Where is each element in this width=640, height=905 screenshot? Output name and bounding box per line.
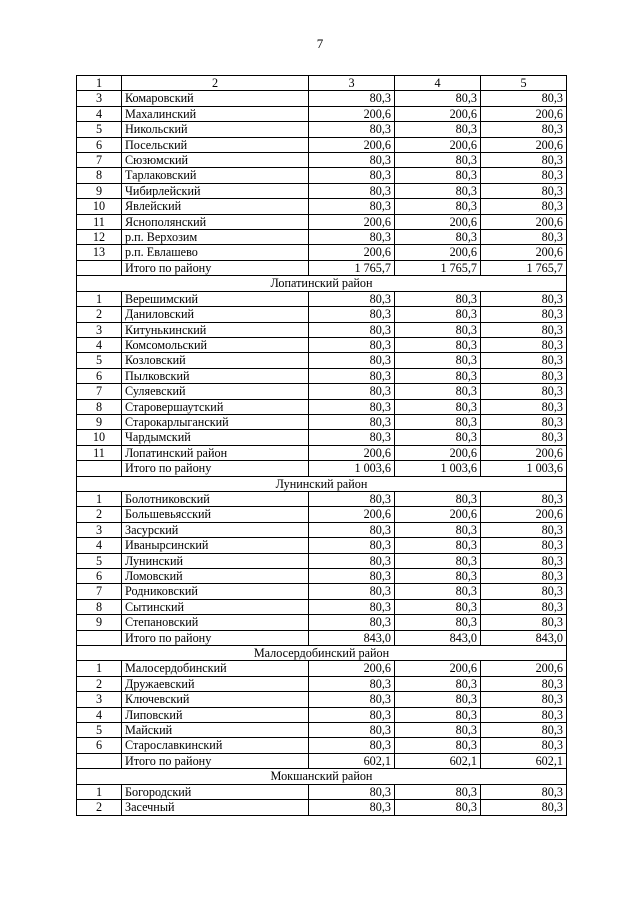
table-row (77, 106, 567, 121)
settlement-name: Старокарлыганский (122, 414, 309, 429)
value-column-3: 80,3 (309, 337, 395, 352)
value-column-4: 80,3 (395, 599, 481, 614)
settlement-name: Чардымский (122, 430, 309, 445)
settlement-name: Степановский (122, 615, 309, 630)
settlement-name: Лунинский (122, 553, 309, 568)
value-column-5: 80,3 (481, 230, 567, 245)
row-number: 13 (77, 245, 122, 260)
row-number: 1 (77, 784, 122, 799)
row-number (77, 461, 122, 476)
value-column-4: 80,3 (395, 153, 481, 168)
value-column-4: 200,6 (395, 661, 481, 676)
value-column-3: 80,3 (309, 183, 395, 198)
value-column-3: 1 765,7 (309, 260, 395, 275)
settlement-name: Болотниковский (122, 491, 309, 506)
row-number: 6 (77, 738, 122, 753)
table-body (77, 76, 567, 816)
value-column-5: 80,3 (481, 584, 567, 599)
table-row (77, 692, 567, 707)
section-row (77, 646, 567, 661)
settlement-name: Итого по району (122, 753, 309, 768)
row-number: 5 (77, 122, 122, 137)
column-header-5: 5 (481, 76, 567, 91)
value-column-4: 1 003,6 (395, 461, 481, 476)
value-column-5: 80,3 (481, 307, 567, 322)
value-column-3: 80,3 (309, 322, 395, 337)
settlement-name: Явлейский (122, 199, 309, 214)
value-column-4: 80,3 (395, 414, 481, 429)
value-column-3: 1 003,6 (309, 461, 395, 476)
section-title: Лунинский район (77, 476, 567, 491)
row-number: 3 (77, 522, 122, 537)
table-row (77, 245, 567, 260)
row-number: 3 (77, 692, 122, 707)
section-title: Мокшанский район (77, 769, 567, 784)
value-column-5: 80,3 (481, 399, 567, 414)
settlement-name: Никольский (122, 122, 309, 137)
value-column-5: 80,3 (481, 168, 567, 183)
value-column-4: 80,3 (395, 553, 481, 568)
value-column-5: 80,3 (481, 199, 567, 214)
table-row (77, 337, 567, 352)
value-column-5: 80,3 (481, 183, 567, 198)
value-column-3: 80,3 (309, 353, 395, 368)
value-column-5: 200,6 (481, 661, 567, 676)
value-column-3: 80,3 (309, 307, 395, 322)
value-column-5: 200,6 (481, 137, 567, 152)
value-column-4: 80,3 (395, 337, 481, 352)
settlement-name: Итого по району (122, 630, 309, 645)
section-row (77, 769, 567, 784)
value-column-4: 80,3 (395, 368, 481, 383)
settlement-name: Верешимский (122, 291, 309, 306)
settlement-name: Малосердобинский (122, 661, 309, 676)
settlement-name: Яснополянский (122, 214, 309, 229)
value-column-4: 200,6 (395, 507, 481, 522)
value-column-4: 80,3 (395, 522, 481, 537)
row-number (77, 630, 122, 645)
value-column-5: 200,6 (481, 445, 567, 460)
table-row (77, 445, 567, 460)
settlement-name: Итого по району (122, 260, 309, 275)
settlement-name: р.п. Евлашево (122, 245, 309, 260)
table-row (77, 199, 567, 214)
table-row (77, 676, 567, 691)
value-column-4: 80,3 (395, 384, 481, 399)
table-row (77, 168, 567, 183)
value-column-5: 602,1 (481, 753, 567, 768)
row-number: 10 (77, 199, 122, 214)
value-column-3: 843,0 (309, 630, 395, 645)
value-column-3: 80,3 (309, 676, 395, 691)
value-column-5: 80,3 (481, 569, 567, 584)
value-column-3: 80,3 (309, 599, 395, 614)
value-column-5: 80,3 (481, 122, 567, 137)
table-row (77, 522, 567, 537)
row-number: 6 (77, 569, 122, 584)
value-column-5: 843,0 (481, 630, 567, 645)
value-column-4: 80,3 (395, 91, 481, 106)
row-number: 7 (77, 384, 122, 399)
value-column-5: 80,3 (481, 723, 567, 738)
table-row (77, 384, 567, 399)
settlement-name: Чибирлейский (122, 183, 309, 198)
total-row (77, 753, 567, 768)
value-column-4: 200,6 (395, 245, 481, 260)
table-row (77, 353, 567, 368)
value-column-5: 80,3 (481, 322, 567, 337)
section-title: Лопатинский район (77, 276, 567, 291)
table-row (77, 707, 567, 722)
row-number: 10 (77, 430, 122, 445)
table-row (77, 738, 567, 753)
value-column-3: 80,3 (309, 738, 395, 753)
row-number: 8 (77, 399, 122, 414)
row-number: 4 (77, 106, 122, 121)
value-column-4: 843,0 (395, 630, 481, 645)
value-column-4: 80,3 (395, 399, 481, 414)
value-column-4: 80,3 (395, 353, 481, 368)
table-row (77, 307, 567, 322)
row-number: 1 (77, 661, 122, 676)
value-column-3: 80,3 (309, 122, 395, 137)
row-number: 1 (77, 491, 122, 506)
value-column-4: 80,3 (395, 307, 481, 322)
value-column-3: 602,1 (309, 753, 395, 768)
value-column-3: 80,3 (309, 800, 395, 815)
value-column-4: 80,3 (395, 322, 481, 337)
value-column-3: 80,3 (309, 414, 395, 429)
value-column-3: 80,3 (309, 707, 395, 722)
value-column-4: 80,3 (395, 230, 481, 245)
row-number: 5 (77, 353, 122, 368)
value-column-3: 80,3 (309, 368, 395, 383)
total-row (77, 630, 567, 645)
row-number: 5 (77, 553, 122, 568)
value-column-5: 80,3 (481, 738, 567, 753)
section-row (77, 476, 567, 491)
row-number: 7 (77, 153, 122, 168)
settlement-name: Комаровский (122, 91, 309, 106)
value-column-4: 200,6 (395, 445, 481, 460)
row-number: 6 (77, 368, 122, 383)
value-column-5: 80,3 (481, 430, 567, 445)
settlement-name: Старовершаутский (122, 399, 309, 414)
value-column-4: 80,3 (395, 738, 481, 753)
table-row (77, 507, 567, 522)
settlement-name: Родниковский (122, 584, 309, 599)
value-column-4: 80,3 (395, 122, 481, 137)
value-column-5: 80,3 (481, 553, 567, 568)
row-number: 11 (77, 214, 122, 229)
value-column-3: 80,3 (309, 538, 395, 553)
value-column-3: 80,3 (309, 522, 395, 537)
table-row (77, 183, 567, 198)
column-header-4: 4 (395, 76, 481, 91)
section-title: Малосердобинский район (77, 646, 567, 661)
settlement-name: Старославкинский (122, 738, 309, 753)
value-column-5: 200,6 (481, 214, 567, 229)
table-row (77, 291, 567, 306)
value-column-3: 200,6 (309, 137, 395, 152)
section-row (77, 276, 567, 291)
value-column-5: 1 765,7 (481, 260, 567, 275)
value-column-5: 200,6 (481, 106, 567, 121)
row-number: 9 (77, 183, 122, 198)
value-column-4: 80,3 (395, 692, 481, 707)
value-column-5: 80,3 (481, 153, 567, 168)
value-column-3: 80,3 (309, 230, 395, 245)
row-number (77, 753, 122, 768)
settlement-name: Сытинский (122, 599, 309, 614)
value-column-4: 80,3 (395, 723, 481, 738)
value-column-5: 80,3 (481, 384, 567, 399)
settlement-name: Богородский (122, 784, 309, 799)
settlement-name: Ключевский (122, 692, 309, 707)
table-row (77, 615, 567, 630)
row-number: 1 (77, 291, 122, 306)
table-row (77, 153, 567, 168)
value-column-4: 80,3 (395, 491, 481, 506)
column-header-3: 3 (309, 76, 395, 91)
value-column-5: 80,3 (481, 784, 567, 799)
value-column-5: 80,3 (481, 615, 567, 630)
column-header-1: 1 (77, 76, 122, 91)
value-column-3: 80,3 (309, 384, 395, 399)
table-row (77, 91, 567, 106)
value-column-5: 80,3 (481, 353, 567, 368)
settlement-name: Пылковский (122, 368, 309, 383)
table-row (77, 584, 567, 599)
value-column-4: 80,3 (395, 168, 481, 183)
row-number: 3 (77, 91, 122, 106)
total-row (77, 461, 567, 476)
value-column-4: 200,6 (395, 214, 481, 229)
value-column-4: 80,3 (395, 784, 481, 799)
settlement-name: Дружаевский (122, 676, 309, 691)
value-column-4: 80,3 (395, 707, 481, 722)
value-column-3: 80,3 (309, 168, 395, 183)
row-number: 5 (77, 723, 122, 738)
table-row (77, 230, 567, 245)
value-column-5: 80,3 (481, 800, 567, 815)
table-row (77, 122, 567, 137)
settlement-name: Посельский (122, 137, 309, 152)
row-number: 3 (77, 322, 122, 337)
table-row (77, 569, 567, 584)
settlement-name: Даниловский (122, 307, 309, 322)
value-column-4: 80,3 (395, 615, 481, 630)
settlement-name: Иванырсинский (122, 538, 309, 553)
table-row (77, 430, 567, 445)
value-column-3: 80,3 (309, 91, 395, 106)
value-column-5: 80,3 (481, 522, 567, 537)
table-row (77, 322, 567, 337)
value-column-3: 80,3 (309, 491, 395, 506)
value-column-5: 80,3 (481, 368, 567, 383)
value-column-3: 80,3 (309, 615, 395, 630)
row-number: 8 (77, 168, 122, 183)
settlement-name: р.п. Верхозим (122, 230, 309, 245)
row-number: 2 (77, 676, 122, 691)
page-number: 7 (316, 36, 324, 51)
value-column-4: 1 765,7 (395, 260, 481, 275)
value-column-3: 200,6 (309, 445, 395, 460)
value-column-5: 1 003,6 (481, 461, 567, 476)
column-header-2: 2 (122, 76, 309, 91)
row-number: 9 (77, 615, 122, 630)
row-number: 2 (77, 800, 122, 815)
table-row (77, 214, 567, 229)
value-column-4: 80,3 (395, 538, 481, 553)
settlement-name: Итого по району (122, 461, 309, 476)
settlement-name: Засечный (122, 800, 309, 815)
value-column-4: 200,6 (395, 137, 481, 152)
settlement-name: Махалинский (122, 106, 309, 121)
settlement-name: Китунькинский (122, 322, 309, 337)
value-column-5: 200,6 (481, 245, 567, 260)
row-number: 8 (77, 599, 122, 614)
value-column-5: 80,3 (481, 599, 567, 614)
table-row (77, 599, 567, 614)
table-row (77, 491, 567, 506)
value-column-4: 80,3 (395, 800, 481, 815)
value-column-5: 80,3 (481, 676, 567, 691)
table-row (77, 800, 567, 815)
value-column-3: 80,3 (309, 723, 395, 738)
table-row (77, 368, 567, 383)
value-column-5: 80,3 (481, 337, 567, 352)
value-column-5: 80,3 (481, 414, 567, 429)
row-number: 12 (77, 230, 122, 245)
value-column-3: 80,3 (309, 569, 395, 584)
value-column-5: 80,3 (481, 538, 567, 553)
header-row (77, 76, 567, 91)
settlement-name: Ломовский (122, 569, 309, 584)
value-column-5: 80,3 (481, 91, 567, 106)
settlement-name: Тарлаковский (122, 168, 309, 183)
value-column-3: 200,6 (309, 507, 395, 522)
value-column-3: 200,6 (309, 245, 395, 260)
row-number: 9 (77, 414, 122, 429)
settlement-name: Засурский (122, 522, 309, 537)
settlement-name: Суляевский (122, 384, 309, 399)
value-column-3: 80,3 (309, 430, 395, 445)
value-column-3: 200,6 (309, 214, 395, 229)
value-column-5: 80,3 (481, 491, 567, 506)
settlement-name: Лопатинский район (122, 445, 309, 460)
value-column-3: 200,6 (309, 106, 395, 121)
value-column-3: 80,3 (309, 553, 395, 568)
settlement-name: Липовский (122, 707, 309, 722)
settlement-name: Комсомольский (122, 337, 309, 352)
value-column-3: 80,3 (309, 692, 395, 707)
settlement-name: Большевьясский (122, 507, 309, 522)
row-number (77, 260, 122, 275)
row-number: 11 (77, 445, 122, 460)
value-column-4: 80,3 (395, 584, 481, 599)
value-column-3: 80,3 (309, 584, 395, 599)
value-column-3: 80,3 (309, 784, 395, 799)
settlement-name: Сюзюмский (122, 153, 309, 168)
value-column-4: 80,3 (395, 676, 481, 691)
total-row (77, 260, 567, 275)
row-number: 2 (77, 507, 122, 522)
value-column-5: 200,6 (481, 507, 567, 522)
table-row (77, 784, 567, 799)
value-column-3: 200,6 (309, 661, 395, 676)
value-column-4: 200,6 (395, 106, 481, 121)
table-row (77, 723, 567, 738)
settlement-name: Майский (122, 723, 309, 738)
table-row (77, 538, 567, 553)
value-column-4: 80,3 (395, 183, 481, 198)
table-row (77, 399, 567, 414)
row-number: 6 (77, 137, 122, 152)
value-column-3: 80,3 (309, 199, 395, 214)
table-row (77, 414, 567, 429)
value-column-4: 80,3 (395, 430, 481, 445)
value-column-4: 80,3 (395, 569, 481, 584)
row-number: 4 (77, 337, 122, 352)
table-row (77, 137, 567, 152)
settlement-name: Козловский (122, 353, 309, 368)
value-column-4: 602,1 (395, 753, 481, 768)
value-column-3: 80,3 (309, 291, 395, 306)
value-column-3: 80,3 (309, 153, 395, 168)
value-column-5: 80,3 (481, 291, 567, 306)
value-column-5: 80,3 (481, 707, 567, 722)
table-row (77, 553, 567, 568)
row-number: 7 (77, 584, 122, 599)
value-column-5: 80,3 (481, 692, 567, 707)
value-column-4: 80,3 (395, 199, 481, 214)
table-row (77, 661, 567, 676)
allocation-table (76, 75, 567, 816)
row-number: 2 (77, 307, 122, 322)
row-number: 4 (77, 538, 122, 553)
value-column-3: 80,3 (309, 399, 395, 414)
row-number: 4 (77, 707, 122, 722)
value-column-4: 80,3 (395, 291, 481, 306)
